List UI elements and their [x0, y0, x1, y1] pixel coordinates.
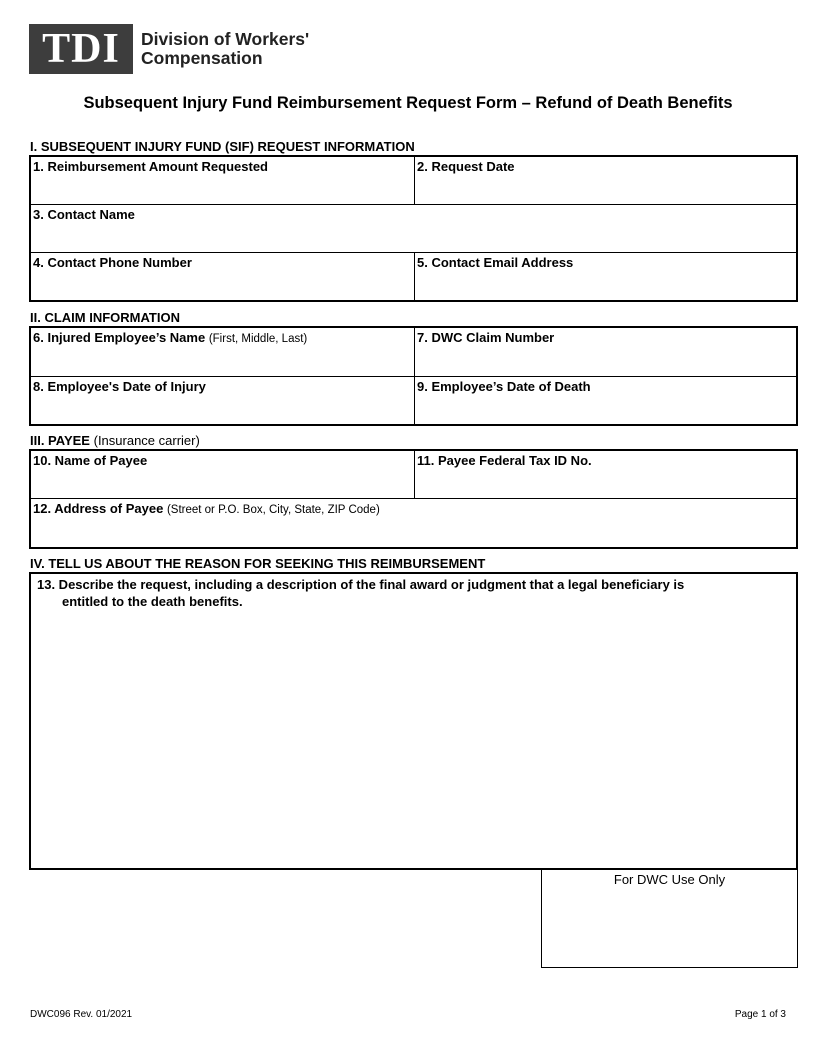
- payee-name-field[interactable]: [31, 451, 415, 498]
- tdi-logo: [29, 24, 309, 74]
- section3-heading: [30, 433, 200, 448]
- section3-row2: [31, 498, 796, 547]
- section1-row2: [31, 204, 796, 252]
- divider-line: [29, 869, 541, 870]
- date-of-death-label: 9. Employee’s Date of Death: [417, 379, 591, 394]
- payee-address-note: (Street or P.O. Box, City, State, ZIP Code): [166, 504, 380, 516]
- request-date-field[interactable]: [415, 157, 796, 204]
- dwc-use-only-box: [541, 869, 798, 968]
- contact-name-label: 3. Contact Name: [33, 207, 135, 222]
- reason-description-field[interactable]: [29, 572, 798, 870]
- section1-row3: [31, 252, 796, 300]
- employee-name-label: 6. Injured Employee’s Name: [33, 330, 206, 345]
- dwc-use-only-label: For DWC Use Only: [613, 872, 726, 887]
- reason-label-line1: 13. Describe the request, including a description of the final award or judgment that a legal beneficiary is: [37, 577, 685, 592]
- request-date-label: 2. Request Date: [417, 159, 515, 174]
- page-title: Subsequent Injury Fund Reimbursement Request Form – Refund of Death Benefits: [83, 94, 733, 112]
- payee-name-label: 10. Name of Payee: [33, 453, 148, 468]
- section4-heading: IV. TELL US ABOUT THE REASON FOR SEEKING THIS REIMBURSEMENT: [30, 556, 486, 571]
- section2-table: [29, 326, 798, 426]
- section2-heading: II. CLAIM INFORMATION: [30, 310, 180, 325]
- logo-abbrev: TDI: [29, 24, 133, 74]
- section3-note: (Insurance carrier): [93, 433, 200, 448]
- section2-row2: [31, 376, 796, 424]
- reason-label-line2: entitled to the death benefits.: [62, 594, 243, 609]
- section2-row1: [31, 328, 796, 376]
- section3-title: III. PAYEE: [30, 433, 90, 448]
- reimbursement-amount-label: 1. Reimbursement Amount Requested: [33, 159, 269, 174]
- date-of-death-field[interactable]: [415, 377, 796, 424]
- date-of-injury-label: 8. Employee's Date of Injury: [33, 379, 206, 394]
- logo-line2: Compensation: [141, 48, 263, 68]
- contact-name-field[interactable]: [31, 205, 796, 252]
- contact-email-label: 5. Contact Email Address: [417, 255, 574, 270]
- reimbursement-amount-field[interactable]: [31, 157, 415, 204]
- page-number: Page 1 of 3: [734, 1009, 786, 1020]
- payee-tax-id-label: 11. Payee Federal Tax ID No.: [417, 453, 592, 468]
- reason-description-label: [31, 574, 796, 610]
- payee-address-field[interactable]: [31, 499, 796, 547]
- form-id: DWC096 Rev. 01/2021: [30, 1009, 133, 1020]
- section3-row1: [31, 451, 796, 498]
- section1-table: [29, 155, 798, 302]
- logo-text: [141, 30, 309, 68]
- section1-row1: [31, 157, 796, 204]
- logo-line1: Division of Workers': [141, 29, 310, 49]
- dwc-claim-number-label: 7. DWC Claim Number: [417, 330, 555, 345]
- section1-heading: I. SUBSEQUENT INJURY FUND (SIF) REQUEST INFORMATION: [30, 139, 415, 154]
- contact-email-field[interactable]: [415, 253, 796, 300]
- payee-address-label: 12. Address of Payee: [33, 501, 164, 516]
- dwc-claim-number-field[interactable]: [415, 328, 796, 376]
- payee-tax-id-field[interactable]: [415, 451, 796, 498]
- employee-name-note: (First, Middle, Last): [208, 333, 308, 345]
- contact-phone-field[interactable]: [31, 253, 415, 300]
- contact-phone-label: 4. Contact Phone Number: [33, 255, 192, 270]
- employee-name-field[interactable]: [31, 328, 415, 376]
- date-of-injury-field[interactable]: [31, 377, 415, 424]
- section3-table: [29, 449, 798, 549]
